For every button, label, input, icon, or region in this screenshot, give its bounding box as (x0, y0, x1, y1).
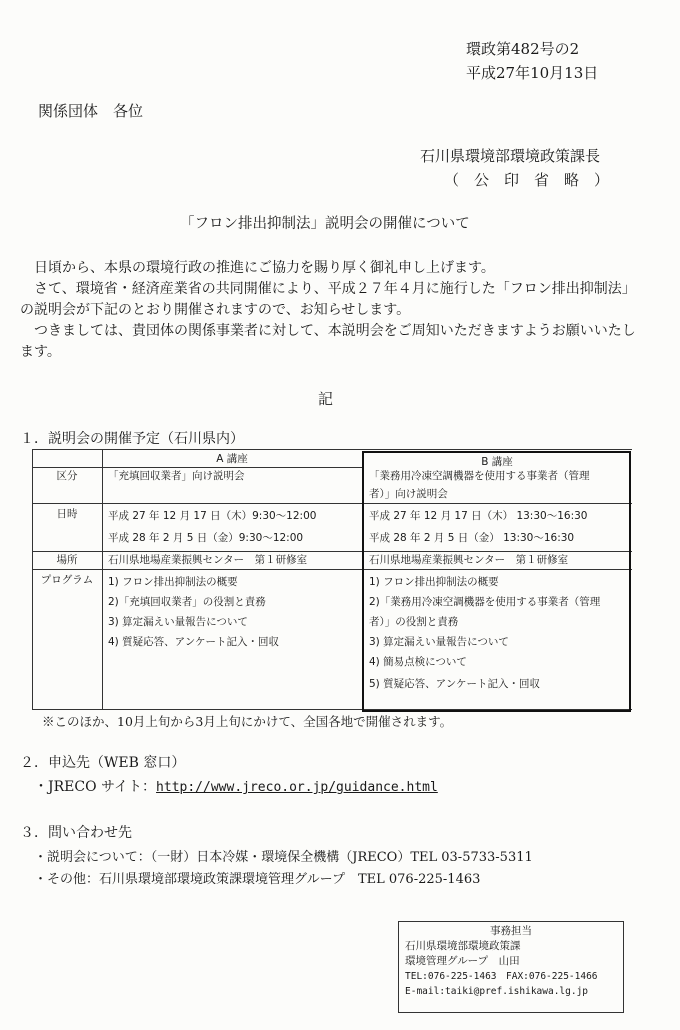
schedule-note: ※このほか、10月上旬から3月上旬にかけて、全国各地で開催されます。 (42, 714, 453, 729)
row-label-datetime: 日時 (56, 508, 78, 520)
program-b-2: 2)「業務用冷凍空調機器を使用する事業者（管理 (369, 596, 601, 608)
recipient: 関係団体 各位 (38, 102, 144, 120)
sender: 石川県環境部環境政策課長 (420, 147, 601, 165)
program-b-5: 4) 簡易点検について (369, 656, 467, 668)
program-a-1: 1) フロン排出抑制法の概要 (108, 576, 238, 588)
schedule-table (32, 449, 632, 709)
section-3-heading: ３．問い合わせ先 (20, 825, 132, 841)
seal-note: （ 公 印 省 略 ） (444, 171, 610, 189)
body-paragraph-1: 日頃から、本県の環境行政の推進にご協力を賜り厚く御礼申し上げます。 (34, 260, 495, 276)
ki-marker: 記 (318, 390, 334, 408)
datetime-a-2: 平成 28 年 2 月 5 日（金）9:30～12:00 (108, 532, 304, 544)
contact-dept: 石川県環境部環境政策課 (405, 940, 521, 952)
program-b-1: 1) フロン排出抑制法の概要 (369, 576, 499, 588)
program-a-2: 2)「充填回収業者」の役割と責務 (108, 596, 266, 608)
document-number: 環政第482号の2 (466, 40, 580, 58)
contact-title: 事務担当 (490, 925, 532, 937)
column-a-header: A 講座 (216, 453, 248, 465)
program-b-4: 3) 算定漏えい量報告について (369, 636, 509, 648)
venue-a: 石川県地場産業振興センター 第１研修室 (108, 554, 308, 566)
category-a: 「充填回収業者」向け説明会 (108, 470, 245, 482)
row-label-venue: 場所 (56, 554, 78, 566)
column-b-header: B 講座 (481, 456, 513, 468)
program-b-3: 者）」の役割と責務 (369, 616, 459, 628)
datetime-b-2: 平成 28 年 2 月 5 日（金） 13:30～16:30 (369, 532, 575, 544)
page-title: 「フロン排出抑制法」説明会の開催について (180, 216, 470, 232)
program-a-4: 4) 質疑応答、アンケート記入・回収 (108, 636, 279, 648)
row-label-category: 区分 (56, 470, 78, 482)
row-label-program: プログラム (40, 574, 94, 586)
body-paragraph-2: さて、環境省・経済産業省の共同開催により、平成２７年４月に施行した「フロン排出抑制法」の説明会が下記のとおり開催されますので、お知らせします。 (20, 281, 636, 318)
program-b-6: 5) 質疑応答、アンケート記入・回収 (369, 678, 540, 690)
section-1-heading: １．説明会の開催予定（石川県内） (20, 431, 244, 447)
contact-box (398, 921, 624, 1013)
web-line (34, 776, 438, 796)
contact-group: 環境管理グループ 山田 (405, 955, 520, 967)
inquiry-other: ・その他：石川県環境部環境政策課環境管理グループ TEL 076-225-1463 (34, 872, 481, 887)
venue-b: 石川県地場産業振興センター 第１研修室 (369, 554, 569, 566)
document-date: 平成27年10月13日 (466, 64, 599, 82)
body-paragraph-3: つきましては、貴団体の関係事業者に対して、本説明会をご周知いただきますようお願いいたします。 (20, 323, 636, 360)
section-2-heading: ２．申込先（WEB 窓口） (20, 755, 186, 771)
contact-tel: TEL:076-225-1463 FAX:076-225-1466 (405, 971, 598, 982)
category-b-line-2: 者）」向け説明会 (369, 488, 448, 500)
category-b-line-1: 「業務用冷凍空調機器を使用する事業者（管理 (369, 470, 590, 482)
guidance-link[interactable]: http://www.jreco.or.jp/guidance.html (156, 780, 438, 795)
program-a-3: 3) 算定漏えい量報告について (108, 616, 248, 628)
datetime-b-1: 平成 27 年 12 月 17 日（木） 13:30～16:30 (369, 510, 588, 522)
datetime-a-1: 平成 27 年 12 月 17 日（木）9:30～12:00 (108, 510, 317, 522)
contact-email: E-mail:taiki@pref.ishikawa.lg.jp (405, 986, 589, 997)
inquiry-seminar: ・説明会について：（一財）日本冷媒・環境保全機構（JRECO）TEL 03-5733-5311 (34, 850, 533, 865)
web-prefix: ・JRECO サイト： (34, 779, 157, 795)
